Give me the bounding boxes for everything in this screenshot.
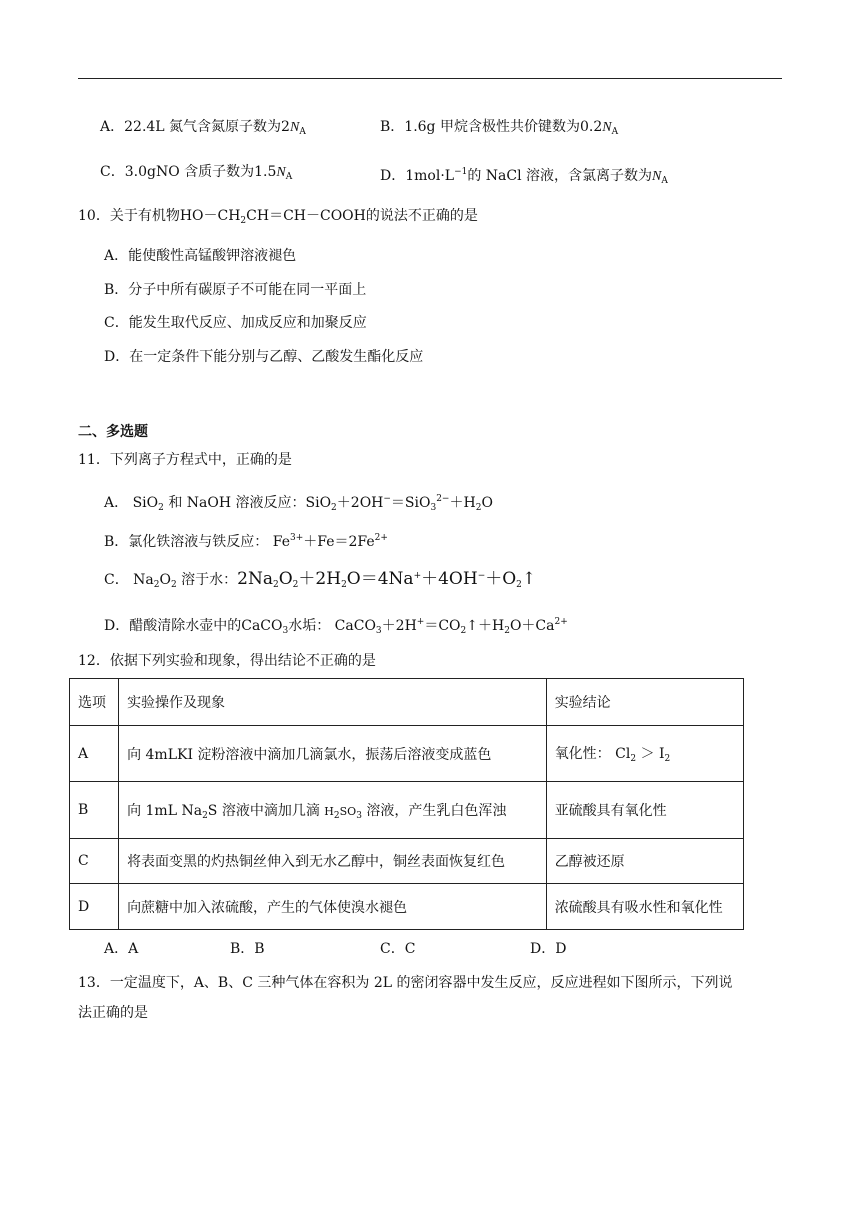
q11-option-a: A． SiO$_2$ 和 NaOH 溶液反应：$SiO_2+2OH^-=SiO_3^{2-}+H_2O$	[104, 494, 493, 513]
table-row	[70, 839, 744, 884]
q10-option-b: B．分子中所有碳原子不可能在同一平面上	[104, 282, 367, 298]
q12-answer-d: D．D	[530, 941, 567, 957]
q13-stem-line2: 法正确的是	[78, 1005, 148, 1021]
q13-stem-line1: 13．一定温度下，A、B、C 三种气体在容积为 2L 的密闭容器中发生反应，反应进程如下图所示，下列说	[78, 975, 733, 991]
q11-option-d: D．醋酸清除水壶中的CaCO$_3$水垢： $CaCO_3+2H^+=CO_2↑+H_2O+Ca^{2+}$	[104, 617, 568, 636]
q12-answer-a: A．A	[104, 941, 139, 957]
row-conclusion: 浓硫酸具有吸水性和氧化性	[546, 884, 743, 930]
q11-stem: 11．下列离子方程式中，正确的是	[78, 452, 292, 468]
q10-option-c: C．能发生取代反应、加成反应和加聚反应	[104, 315, 367, 331]
experiment-table	[69, 678, 744, 930]
table-row	[70, 884, 744, 930]
q12-answer-c: C．C	[380, 941, 416, 957]
header-conclusion: 实验结论	[546, 679, 743, 726]
q10-option-d: D．在一定条件下能分别与乙醇、乙酸发生酯化反应	[104, 349, 424, 365]
q11-option-b: B．氯化铁溶液与铁反应： $Fe^{3+}+Fe=2Fe^{2+}$	[104, 533, 388, 550]
section-title: 二、多选题	[78, 424, 148, 440]
row-conclusion: 乙醇被还原	[546, 839, 743, 884]
table-row	[70, 782, 744, 839]
row-operation: 向 1mL $Na_2S$ 溶液中滴加几滴 $H_2SO_3$ 溶液，产生乳白色浑浊	[119, 782, 547, 839]
q10-stem: 10．关于有机物$HO-CH_2CH=CH-COOH$的说法不正确的是	[78, 208, 478, 226]
row-option: B	[70, 782, 119, 839]
q12-stem: 12．依据下列实验和现象，得出结论不正确的是	[78, 653, 376, 669]
row-option: C	[70, 839, 119, 884]
header-option: 选项	[70, 679, 119, 726]
table-row	[70, 726, 744, 782]
q9-option-c: C．3.0gNO 含质子数为$1.5N_A$	[100, 164, 293, 182]
row-conclusion: 氧化性： $Cl_2 > I_2$	[546, 726, 743, 782]
header-operation: 实验操作及现象	[119, 679, 547, 726]
row-operation: 向 4mLKI 淀粉溶液中滴加几滴氯水，振荡后溶液变成蓝色	[119, 726, 547, 782]
row-option: A	[70, 726, 119, 782]
q12-answer-b: B．B	[230, 941, 265, 957]
row-operation: 将表面变黑的灼热铜丝伸入到无水乙醇中，铜丝表面恢复红色	[119, 839, 547, 884]
q11-option-c: C． $Na_2O_2$ 溶于水：$2Na_2O_2+2H_2O=4Na^++4OH^-+O_2↑$	[104, 569, 537, 590]
q10-option-a: A．能使酸性高锰酸钾溶液褪色	[104, 248, 297, 264]
row-option: D	[70, 884, 119, 930]
q9-option-a: A．22.4L 氮气含氮原子数为$2N_A$	[100, 119, 306, 137]
q9-option-b: B．1.6g 甲烷含极性共价键数为$0.2N_A$	[380, 119, 619, 137]
row-operation: 向蔗糖中加入浓硫酸，产生的气体使溴水褪色	[119, 884, 547, 930]
row-conclusion: 亚硫酸具有氧化性	[546, 782, 743, 839]
header-rule	[78, 78, 782, 79]
table-header-row	[70, 679, 744, 726]
q9-option-d: D．$1mol\cdot L^{-1}$的 NaCl 溶液，含氯离子数为$N_A$	[380, 167, 668, 186]
